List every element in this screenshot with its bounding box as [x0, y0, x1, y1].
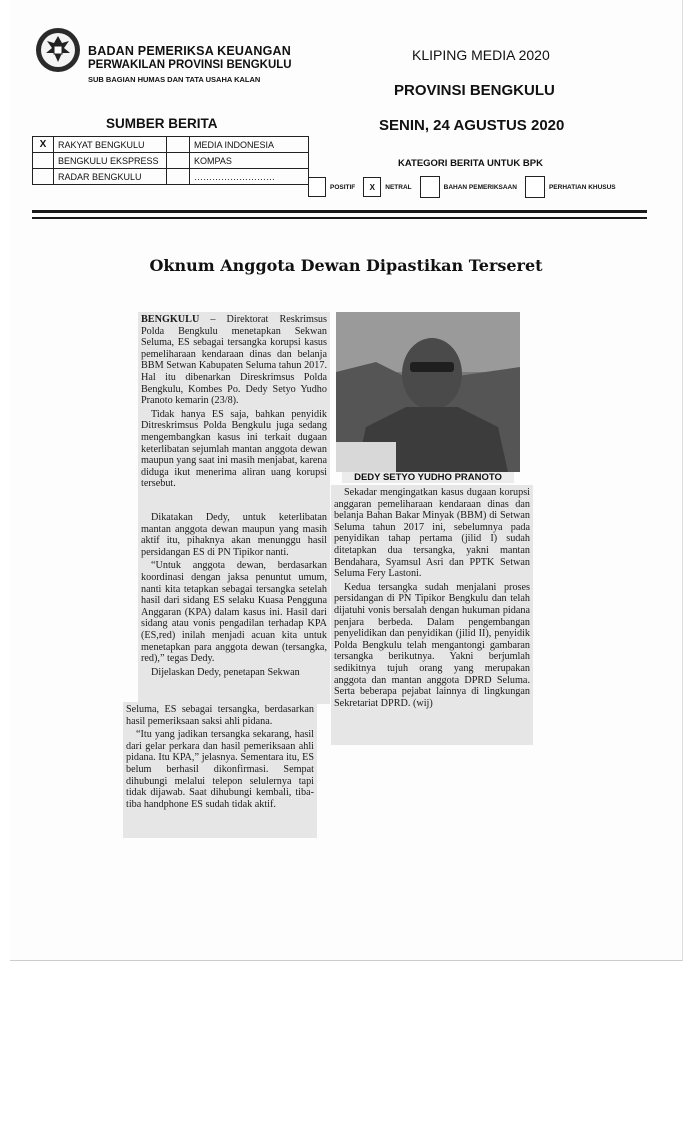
source-title: SUMBER BERITA — [106, 116, 218, 131]
article-paragraph: Sekadar mengingatkan kasus dugaan korupsi anggaran pemeliharaan kendaraan dinas dan belanja Bahan Bakar Minyak (BBM) di Setwan Seluma tahun 2017 ini, sebelumnya pada penyidikan tahap pertama (jilid I) sudah ditetapkan dua tersangka, yakni mantan Bendahara, Syamsul Asri dan PPTK Setwan Seluma Fery Lastoni. — [334, 487, 530, 580]
article-column-1b — [138, 510, 330, 704]
source-row — [33, 169, 309, 185]
kliping-title: KLIPING MEDIA 2020 — [412, 47, 550, 63]
article-photo — [336, 312, 520, 472]
source-mark — [33, 169, 54, 185]
category-label: POSITIF — [330, 183, 356, 191]
source-row — [33, 153, 309, 169]
category-title: KATEGORI BERITA UNTUK BPK — [398, 158, 543, 169]
source-table — [32, 136, 309, 185]
source-name: MEDIA INDONESIA — [190, 137, 309, 153]
source-mark — [167, 169, 190, 185]
article-dateline: BENGKULU — [141, 314, 200, 325]
article-headline: Oknum Anggota Dewan Dipastikan Terseret — [149, 256, 543, 275]
org-line-1: BADAN PEMERIKSA KEUANGAN — [88, 44, 291, 58]
source-mark — [167, 153, 190, 169]
source-mark: X — [33, 137, 54, 153]
category-perhatian-khusus — [525, 176, 616, 198]
article-paragraph-text: – Direktorat Reskrimsus Polda Bengkulu menetapkan Sekwan Seluma, ES sebagai tersangka korupsi kasus pemeliharaan kendaraan dinas dan belanja BBM Setwan Kabupaten Seluma tahun 2017. Hal itu dibenarkan Direskrimsus Polda Bengkulu, Kombes Po. Dedy Setyo Yudho Pranoto kemarin (23/8). — [141, 314, 327, 407]
article-paragraph: Kedua tersangka sudah menjalani proses persidangan di PN Tipikor Bengkulu dan telah dijatuhi vonis bersalah dengan hukuman pidana penjara berbeda. Dalam pengembangan penyelidikan dan penyidikan (jilid II), penyidik Polda Bengkulu telah mengantongi gambaran tersangka berikutnya. Yakni berjumlah sedikitnya tujuh orang yang merupakan anggota dan mantan anggota DPRD Seluma. Serta beberapa pejabat lainnya di lingkungan Sekretariat DPRD. (wij) — [334, 581, 530, 709]
article-paragraph: Tidak hanya ES saja, bahkan penyidik Ditreskrimsus Polda Bengkulu juga sedang mengembangkan kasus ini terkait dugaan keterlibatan sejumlah mantan anggota dewan maupun yang saat ini masih menjabat, karena diduga ikut menerima aliran uang korupsi tersebut. — [141, 408, 327, 490]
category-label: NETRAL — [385, 183, 412, 191]
source-row — [33, 137, 309, 153]
article-paragraph — [141, 314, 327, 407]
source-name: RAKYAT BENGKULU — [54, 137, 167, 153]
organization-name — [88, 44, 292, 84]
category-checkbox — [420, 176, 440, 198]
category-netral — [363, 177, 411, 197]
source-mark — [33, 153, 54, 169]
photo-caption: DEDY SETYO YUDHO PRANOTO — [342, 472, 514, 483]
clipping-page — [10, 0, 683, 961]
article-paragraph: “Itu yang jadikan tersangka sekarang, hasil dari gelar perkara dan hasil pemeriksaan ahli pidana. Itu KPA,” jelasnya. Sementara itu, ES belum berhasil dikonfirmasi. Sempat dihubungi melalui telepon selulernya tapi tidak dijawab. Saat dihubungi kembali, tiba-tiba handphone ES sudah tidak aktif. — [126, 729, 314, 810]
garuda-logo-icon — [34, 26, 82, 74]
article-paragraph: Dikatakan Dedy, untuk keterlibatan mantan anggota dewan maupun yang masih aktif itu, pihaknya akan menunggu hasil persidangan ES di PN Tipikor nanti. — [141, 512, 327, 558]
category-checkbox — [308, 177, 326, 197]
officer-portrait-icon — [336, 312, 520, 472]
article-column-2 — [331, 485, 533, 745]
article-column-1a — [138, 312, 330, 512]
source-name: BENGKULU EKSPRESS — [54, 153, 167, 169]
org-line-3: SUB BAGIAN HUMAS DAN TATA USAHA KALAN — [88, 75, 261, 84]
article-paragraph: Seluma, ES sebagai tersangka, berdasarkan hasil pemeriksaan saksi ahli pidana. — [126, 704, 314, 727]
category-label: PERHATIAN KHUSUS — [548, 183, 616, 191]
source-mark — [167, 137, 190, 153]
source-name: ……………………… — [190, 169, 309, 185]
date-title: SENIN, 24 AGUSTUS 2020 — [379, 117, 565, 134]
source-name: RADAR BENGKULU — [54, 169, 167, 185]
divider-rule — [32, 210, 647, 213]
category-label: BAHAN PEMERIKSAAN — [443, 183, 517, 191]
category-positif — [308, 177, 355, 197]
category-bahan-pemeriksaan — [420, 176, 517, 198]
article-paragraph: “Untuk anggota dewan, berdasarkan koordinasi dengan jaksa penuntut umum, nanti kita tetapkan sebagai tersangka setelah hasil dari sidang ES selaku Kuasa Pengguna Anggaran (KPA) dalam kasus ini. Hasil dari sidang atau vonis pengadilan terhadap KPA (ES,red) inilah menjadi acuan kita untuk menetapkan para anggota dewan (tersangka, red),” tegas Dedy. — [141, 560, 327, 665]
category-checkbox — [525, 176, 545, 198]
province-title: PROVINSI BENGKULU — [394, 82, 555, 99]
org-line-2: PERWAKILAN PROVINSI BENGKULU — [88, 59, 292, 71]
source-name: KOMPAS — [190, 153, 309, 169]
article-column-1c — [123, 702, 317, 838]
category-checkbox: X — [363, 177, 381, 197]
category-options — [308, 176, 624, 198]
divider-rule — [32, 217, 647, 219]
article-paragraph: Dijelaskan Dedy, penetapan Sekwan — [151, 666, 300, 678]
